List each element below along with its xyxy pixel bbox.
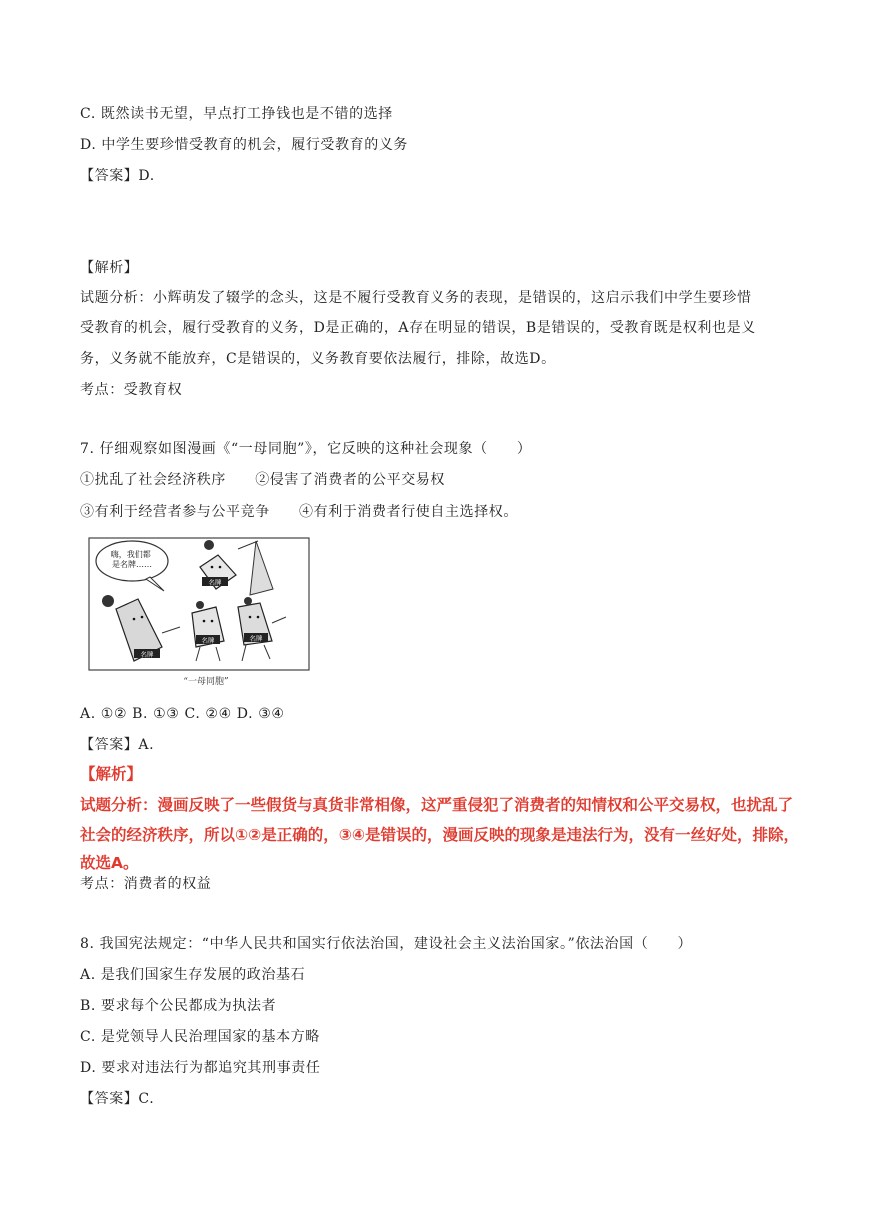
box-label: 名牌 [208, 578, 222, 587]
q7-stem: 7. 仔细观察如图漫画《“一母同胞”》，它反映的这种社会现象（ ） [80, 441, 532, 457]
q6-option-c: C. 既然读书无望，早点打工挣钱也是不错的选择 [80, 106, 393, 122]
q6-option-d: D. 中学生要珍惜受教育的机会，履行受教育的义务 [80, 137, 409, 153]
q7-analysis-heading: 【解析】 [80, 765, 143, 783]
svg-text:名牌: 名牌 [140, 650, 154, 659]
q8-option-c: C. 是党领导人民治理国家的基本方略 [80, 1029, 320, 1045]
q8-stem: 8. 我国宪法规定：“中华人民共和国实行依法治国，建设社会主义法治国家。”依法治国（ ） [80, 936, 693, 952]
cartoon-caption: “一母同胞” [183, 677, 229, 687]
speech-text: 嗨，我们都 是名牌…… [110, 550, 152, 569]
q7-answer: 【答案】A. [80, 737, 155, 753]
q7-items-line-1: ①扰乱了社会经济秩序 ②侵害了消费者的公平交易权 [80, 472, 445, 488]
q6-analysis-line-1: 试题分析：小辉萌发了辍学的念头，这是不履行受教育义务的表现，是错误的，这启示我们中学生要珍惜 [80, 290, 752, 306]
q6-answer: 【答案】D. [80, 168, 155, 184]
cartoon-illustration [88, 537, 310, 689]
q6-analysis-line-2: 受教育的机会，履行受教育的义务，D是正确的，A存在明显的错误，B是错误的，受教育既是权利也是义 [80, 320, 756, 336]
q6-analysis-line-3: 务，义务就不能放弃，C是错误的，义务教育要依法履行，排除，故选D。 [80, 351, 556, 367]
q7-kaodian: 考点：消费者的权益 [80, 876, 212, 892]
q6-kaodian: 考点：受教育权 [80, 382, 183, 398]
q6-analysis-heading: 【解析】 [80, 260, 139, 276]
q7-options: A. ①② B. ①③ C. ②④ D. ③④ [80, 706, 285, 722]
q7-items-line-2: ③有利于经营者参与公平竞争 ④有利于消费者行使自主选择权。 [80, 504, 518, 520]
q8-option-a: A. 是我们国家生存发展的政治基石 [80, 967, 306, 983]
q7-analysis-line-3: 故选A。 [80, 854, 139, 872]
q7-analysis-line-1: 试题分析：漫画反映了一些假货与真货非常相像，这严重侵犯了消费者的知情权和公平交易权，也扰乱了 [80, 796, 794, 814]
q8-answer: 【答案】C. [80, 1091, 155, 1107]
svg-text:名牌: 名牌 [201, 636, 215, 645]
q7-analysis-line-2: 社会的经济秩序，所以①②是正确的，③④是错误的，漫画反映的现象是违法行为，没有一丝好处，排除， [80, 826, 799, 844]
q8-option-b: B. 要求每个公民都成为执法者 [80, 998, 277, 1014]
q8-option-d: D. 要求对违法行为都追究其刑事责任 [80, 1060, 321, 1076]
svg-text:名牌: 名牌 [249, 634, 263, 643]
